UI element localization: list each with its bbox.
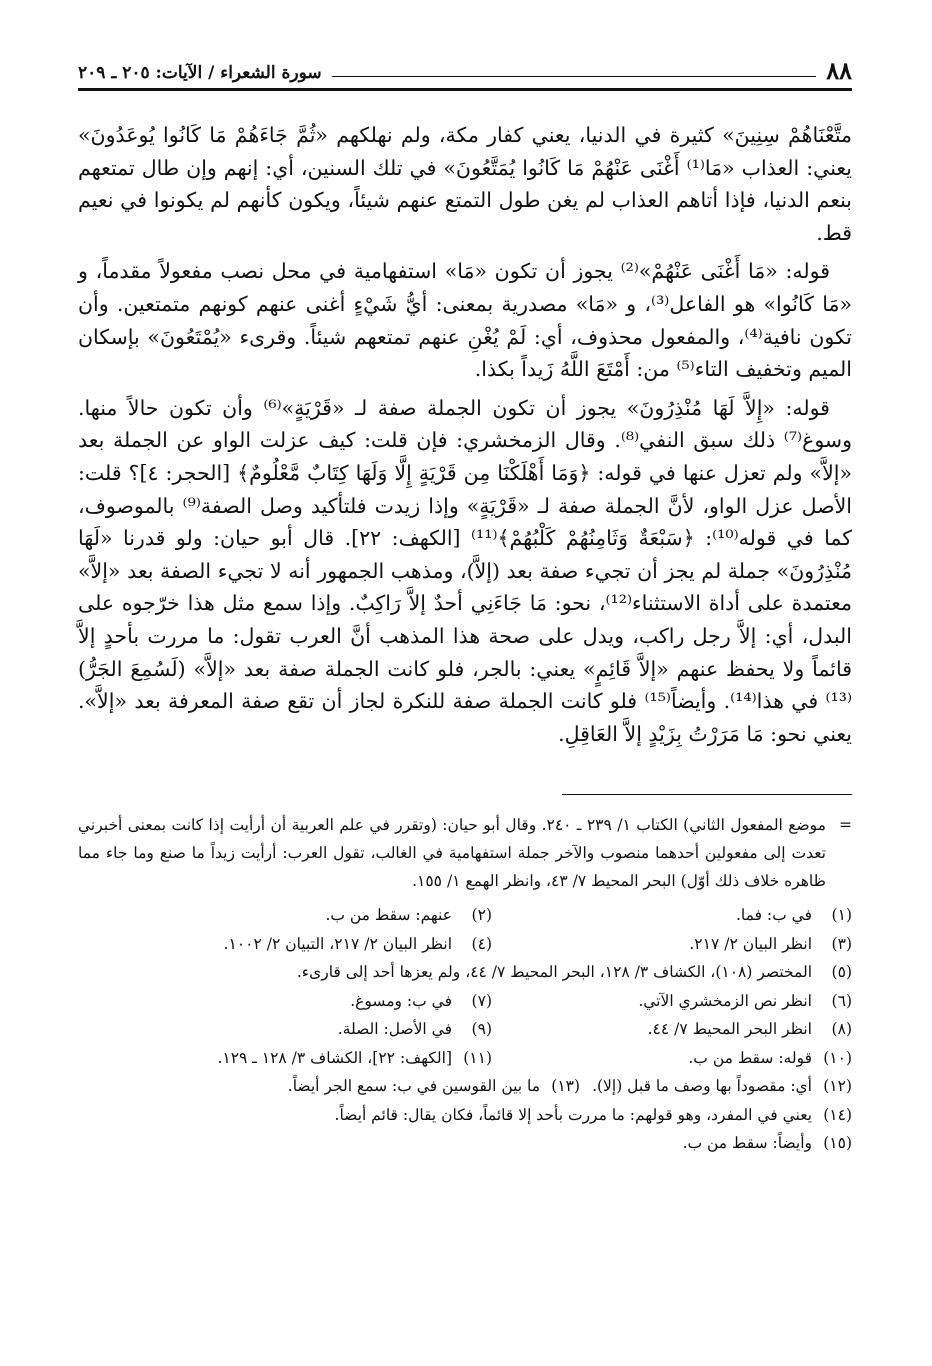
footnote [492, 901, 852, 930]
footnote-text: [الكهف: ٢٢]، الكشاف ٣/ ١٢٨ ـ ١٢٩. [217, 1048, 452, 1067]
footnote [224, 930, 492, 959]
footnote-number: (١) [831, 906, 852, 925]
footnote-number: (١٠) [823, 1048, 852, 1067]
footnote-text: ما بين القوسين في ب: سمع الجر أيضاً. [287, 1077, 541, 1096]
footnote-row [78, 1101, 852, 1130]
footnote-continuation [78, 811, 852, 895]
footnote-text: يعني في المفرد، وهو قولهم: ما مررت بأحد إلا قائماً، فكان يقال: قائم أيضاً. [334, 1105, 812, 1124]
footnote [78, 958, 852, 987]
footnote-number: (٧) [471, 991, 492, 1010]
footnote-text: انظر البيان ٢/ ٢١٧، التبيان ٢/ ١٠٠٢. [223, 934, 452, 953]
footnote [492, 930, 852, 959]
footnote-number: (٩) [471, 1020, 492, 1039]
page-number: ٨٨ [826, 56, 852, 85]
footnote [288, 1072, 580, 1101]
footnote-number: (١٣) [551, 1077, 581, 1096]
footnote-number: (٤) [471, 934, 492, 953]
footnote-text: وأيضاً: سقط من ب. [682, 1134, 812, 1153]
footnote-row [78, 958, 852, 987]
paragraph-3: قوله: «إِلاَّ لَهَا مُنْذِرُونَ» يجوز أن تكون الجملة صفة لـ «قَرْيَةٍ»⁽⁶⁾ وأن تكون حالاً منها. وسوغ⁽⁷⁾ ذلك سبق النفي⁽⁸⁾. وقال الزمخشري: فإن قلت: كيف عزلت الواو عن الجملة بعد «إلاَّ» ولم تعزل عنها في قوله: ﴿وَمَا أَهْلَكْنَا مِن قَرْيَةٍ إِلَّا وَلَهَا كِتَابٌ مَّعْلُومٌ﴾ [الحجر: ٤]؟ قلت: الأصل عزل الواو، لأنَّ الجملة صفة لـ «قَرْيَةٍ» وإذا زيدت فلتأكيد وصل الصفة⁽⁹⁾ بالموصوف، كما في قوله⁽¹⁰⁾: ﴿سَبْعَةٌ وَثَامِنُهُمْ كَلْبُهُمْ﴾⁽¹¹⁾ [الكهف: ٢٢]. قال أبو حيان: ولو قدرنا «لَهَا مُنْذِرُونَ» جملة لم يجز أن تجيء صفة بعد (إلاَّ)، ومذهب الجمهور أنه لا تجيء الصفة بعد «إلاَّ» معتمدة على أداة الاستثناء⁽¹²⁾، نحو: مَا جَاءَنِي أحدٌ إلاَّ رَاكِبٌ. وإذا سمع مثل هذا خرّجوه على البدل، أي: إلاَّ رجل راكب، ويدل على صحة هذا المذهب أنَّ العرب تقول: ما مررت بأحدٍ إلاَّ قائماً ولا يحفظ عنهم «إلاَّ قَائِمٍ» يعني: بالجر، فلو كانت الجملة صفة بعد «إلاَّ» (لَسُمِعَ الجَرُّ)⁽¹³⁾ في هذا⁽¹⁴⁾. وأيضاً⁽¹⁵⁾ فلو كانت الجملة صفة للنكرة لجاز أن تقع صفة المعرفة بعد «إلاَّ». يعني نحو: مَا مَرَرْتُ بِزَيْدٍ إلاَّ العَاقِلِ. [78, 395, 852, 746]
footnote [492, 987, 852, 1016]
footnote-number: (٣) [831, 934, 852, 953]
footnote [338, 1015, 492, 1044]
footnote-number: (١٢) [823, 1077, 852, 1096]
footnote-row [78, 987, 852, 1016]
footnote-text: انظر البحر المحيط ٧/ ٤٤. [647, 1020, 812, 1039]
footnote-row [78, 1044, 852, 1073]
footnote-number: (١٥) [823, 1134, 852, 1153]
footnote-text: عنهم: سقط من ب. [325, 906, 452, 925]
footnote-row [78, 901, 852, 930]
footnote-separator [562, 794, 852, 795]
continuation-text: موضع المفعول الثاني) الكتاب ١/ ٢٣٩ ـ ٢٤٠. وقال أبو حيان: (وتقرر في علم العربية أن أرأيت إذا كانت بمعنى أخبرني تعدت إلى مفعولين أحدهما منصوب والآخر جملة استفهامية في الغالب، تقول العرب: أرأيت زيداً ما صنع وما جاء مما ظاهره خلاف ذلك أوّل) البحر المحيط ٧/ ٤٣، وانظر الهمع ١/ ١٥٥. [78, 816, 826, 891]
footnote [492, 1015, 852, 1044]
footnote [492, 1044, 852, 1073]
continuation-mark: = [839, 816, 852, 835]
main-text [78, 119, 852, 750]
footnote-number: (١٤) [823, 1105, 852, 1124]
footnote [78, 1129, 852, 1158]
footnote-text: انظر البيان ٢/ ٢١٧. [689, 934, 812, 953]
footnote [325, 901, 492, 930]
footnote-number: (٦) [831, 991, 852, 1010]
footnote-number: (٨) [831, 1020, 852, 1039]
header-rule [332, 76, 817, 77]
footnote-text: في الأصل: الصلة. [337, 1020, 452, 1039]
paragraph-2: قوله: «مَا أَغْنَى عَنْهُمْ»⁽²⁾ يجوز أن تكون «مَا» استفهامية في محل نصب مفعولاً مقدماً، و «مَا كَانُوا» هو الفاعل⁽³⁾، و «مَا» مصدرية بمعنى: أيُّ شَيْءٍ أغنى عنهم كونهم متمتعين. وأن تكون نافية⁽⁴⁾، والمفعول محذوف، أي: لَمْ يُغْنِ عنهم تمتعهم شيئاً. وقرىء «يُمْتَعُونَ» بإسكان الميم وتخفيف التاء⁽⁵⁾ من: أَمْتَعَ اللَّهُ زَيداً بكذا. [78, 259, 852, 382]
footnote-row [78, 1129, 852, 1158]
footnote-text: أي: مقصوداً بها وصف ما قبل (إلا). [592, 1077, 812, 1096]
footnote [592, 1072, 852, 1101]
footnote [350, 987, 492, 1016]
running-title: سورة الشعراء / الآيات: ٢٠٥ ـ ٢٠٩ [78, 63, 322, 83]
page-header [78, 52, 852, 91]
footnote [78, 1101, 852, 1130]
footnote-text: في ب: ومسوغ. [350, 991, 452, 1010]
footnote-number: (٢) [471, 906, 492, 925]
footnote-number: (١١) [463, 1048, 492, 1067]
footnote-row [78, 930, 852, 959]
footnote-row [78, 1015, 852, 1044]
footnote-number: (٥) [831, 963, 852, 982]
footnote-text: انظر نص الزمخشري الآتي. [638, 991, 812, 1010]
footnotes-list [78, 901, 852, 1158]
footnote [217, 1044, 492, 1073]
footnote-text: المختصر (١٠٨)، الكشاف ٣/ ١٢٨، البحر المحيط ٧/ ٤٤، ولم يعزها أحد إلى قارىء. [296, 963, 812, 982]
footnote-text: قوله: سقط من ب. [688, 1048, 812, 1067]
footnote-row [78, 1072, 852, 1101]
footnote-text: في ب: فما. [735, 906, 812, 925]
paragraph-1: متَّعْنَاهُمْ سِنِينَ» كثيرة في الدنيا، يعني كفار مكة، ولم نهلكهم «ثُمَّ جَاءَهُمْ مَا كَانُوا يُوعَدُونَ» يعني: العذاب «مَا⁽¹⁾ أَغْنَى عَنْهُمْ مَا كَانُوا يُمَتَّعُونَ» في تلك السنين، أي: إنهم وإن طال تمتعهم بنعم الدنيا، فإذا أتاهم العذاب لم يغن طول التمتع عنهم شيئاً، ويكون كأنهم لم يكونوا في نعيم قط. [78, 123, 852, 245]
